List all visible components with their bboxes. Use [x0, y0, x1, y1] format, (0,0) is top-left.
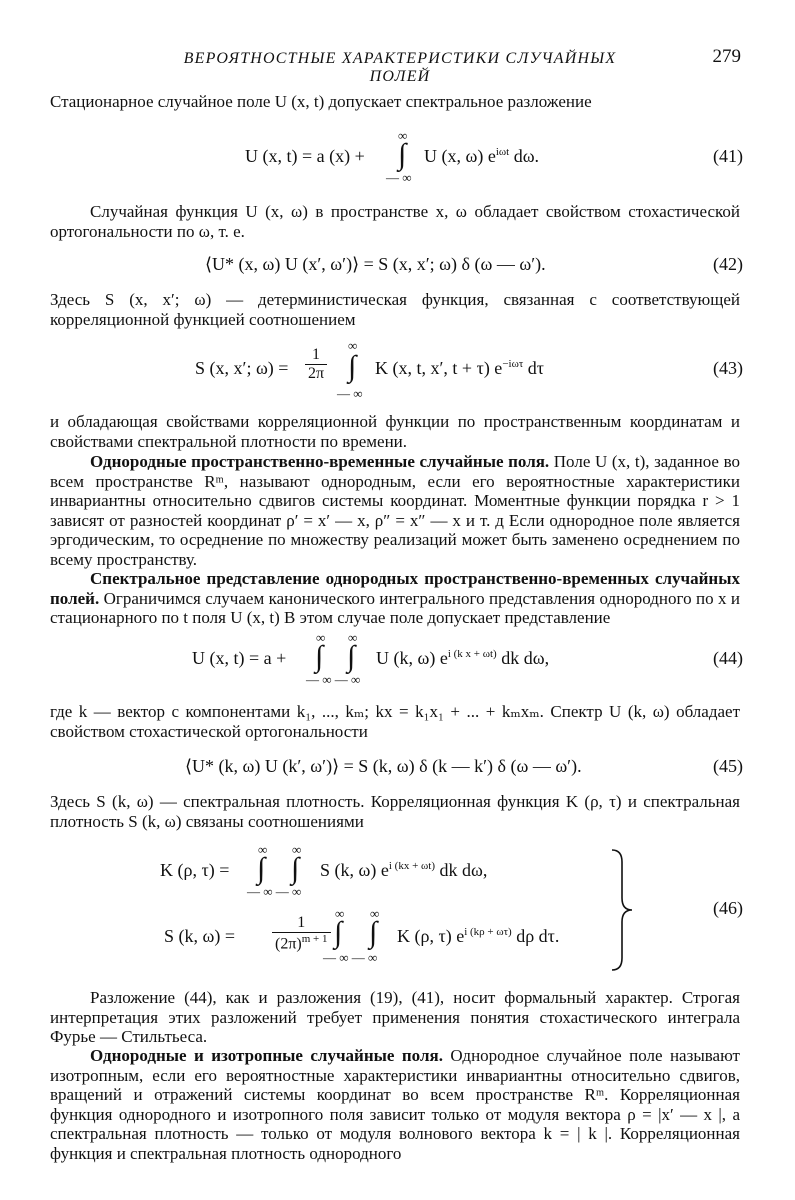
- paragraph-10-heading: Однородные и изотропные случайные поля.: [90, 1046, 443, 1065]
- eq44-tail: dk dω,: [496, 648, 550, 668]
- right-brace: [610, 848, 634, 972]
- equation-number-43: (43): [713, 358, 743, 378]
- eq44-lhs: U (x, t) = a +: [192, 648, 287, 668]
- eq46-denominator-base: (2π): [275, 935, 302, 953]
- equation-number-44: (44): [713, 648, 743, 668]
- integral-sign: ∫: [257, 852, 266, 885]
- eq44-exponent: i (k x + ωt): [447, 648, 497, 660]
- eq46-numerator: 1: [272, 914, 331, 933]
- eq42-body: ⟨U* (x, ω) U (x′, ω′)⟩ = S (x, x′; ω) δ (ω — ω′).: [205, 254, 546, 274]
- eq46-line2-exponent: i (kρ + ωτ): [464, 926, 512, 938]
- integral-sign: ∫: [291, 852, 300, 885]
- eq43-exponent: −iωτ: [502, 358, 524, 370]
- paragraph-6-body: Ограничимся случаем канонического интегрального представления однородного по x и стационарного по t поля U (x, t) В этом случае поле допускает представление: [50, 588, 740, 627]
- paragraph-1: Стационарное случайное поле U (x, t) допускает спектральное разложение: [50, 92, 592, 111]
- paragraph-6-heading: Спектральное представление однородных пространственно-временных случайных полей.: [50, 569, 740, 608]
- integral-sign: ∫: [315, 640, 324, 673]
- eq46-line1-upper-limit: ∞: [258, 842, 268, 857]
- eq43-upper-limit: ∞: [348, 338, 358, 353]
- eq46-line1-lhs: K (ρ, τ) =: [160, 860, 230, 880]
- eq46-line2-upper-limit: ∞: [370, 906, 380, 921]
- eq45-body: ⟨U* (k, ω) U (k′, ω′)⟩ = S (k, ω) δ (k — k′) δ (ω — ω′).: [185, 756, 582, 776]
- eq43-rhs: K (x, t, x′, t + τ) e: [375, 358, 503, 378]
- eq46-fraction: [272, 914, 331, 953]
- paragraph-5-heading: Однородные пространственно-временные случайные поля.: [90, 452, 550, 471]
- eq46-line2-tail: dρ dτ.: [511, 926, 560, 946]
- eq41-rhs: U (x, ω) e: [424, 146, 496, 166]
- eq46-line2-lower-limits: — ∞ — ∞: [323, 950, 378, 965]
- eq41-lhs: U (x, t) = a (x) +: [245, 146, 365, 166]
- paragraph-5: [50, 452, 740, 569]
- eq44-rhs: U (k, ω) e: [376, 648, 448, 668]
- eq43-lhs: S (x, x′; ω) =: [195, 358, 289, 378]
- paragraph-5-body: Поле U (x, t), заданное во всем пространстве Rᵐ, называют однородным, если его вероятностные характеристики инвариантны относительно сдвигов системы координат. Моментные функции порядка r > 1 зависят от разностей координат ρ′ = x′ — x, ρ″ = x″ — x и т. д Если однородное поле является эргодическим, то осреднение по множеству реализаций может быть заменено осреднением по всему пространству.: [50, 452, 740, 569]
- integral-sign: ∫: [348, 350, 357, 383]
- equation-number-41: (41): [713, 146, 743, 166]
- paragraph-8: Здесь S (k, ω) — спектральная плотность. Корреляционная функция K (ρ, τ) и спектральная плотность S (k, ω) связаны соотношениями: [50, 792, 740, 831]
- paragraph-3: Здесь S (x, x′; ω) — детерминистическая функция, связанная с соответствующей корреляционной функцией соотношением: [50, 290, 740, 329]
- eq46-line2-upper-limit: ∞: [335, 906, 345, 921]
- integral-sign: ∫: [334, 916, 343, 949]
- eq46-line1-tail: dk dω,: [434, 860, 488, 880]
- eq46-line2-rhs: K (ρ, τ) e: [397, 926, 465, 946]
- equation-number-42: (42): [713, 254, 743, 274]
- eq46-denominator: [272, 933, 331, 953]
- integral-sign: ∫: [347, 640, 356, 673]
- eq41-lower-limit: — ∞: [386, 170, 412, 185]
- eq44-upper-limit-2: ∞: [348, 630, 358, 645]
- paragraph-4: и обладающая свойствами корреляционной функции по пространственным координатам и свойствами спектральной плотности по времени.: [50, 412, 740, 451]
- eq46-denominator-exponent: m + 1: [301, 933, 328, 945]
- equation-number-46: (46): [713, 898, 743, 918]
- eq41-tail: dω.: [509, 146, 540, 166]
- paragraph-6: [50, 569, 740, 628]
- eq43-tail: dτ: [523, 358, 544, 378]
- eq41-upper-limit: ∞: [398, 128, 408, 143]
- page-number: 279: [712, 46, 741, 67]
- eq46-line2-lhs: S (k, ω) =: [164, 926, 235, 946]
- integral-sign: ∫: [369, 916, 378, 949]
- integral-sign: ∫: [398, 138, 407, 171]
- eq44-lower-limits: — ∞ — ∞: [306, 672, 361, 687]
- eq44-upper-limit-1: ∞: [316, 630, 326, 645]
- eq43-denominator: 2π: [308, 365, 325, 382]
- paragraph-2: Случайная функция U (x, ω) в пространстве x, ω обладает свойством стохастической ортогональности по ω, т. е.: [50, 202, 740, 241]
- paragraph-9: Разложение (44), как и разложения (19), (41), носит формальный характер. Строгая интерпретация этих разложений требует применения понятия стохастического интеграла Фурье — Стильтьеса.: [50, 988, 740, 1046]
- running-title: ВЕРОЯТНОСТНЫЕ ХАРАКТЕРИСТИКИ СЛУЧАЙНЫХ ПОЛЕЙ: [183, 50, 617, 85]
- eq41-exponent: iωt: [495, 146, 510, 158]
- paragraph-10-body: Однородное случайное поле называют изотропным, если его вероятностные характеристики инвариантны относительно сдвигов, вращений и отражений системы координат во всем пространстве Rᵐ. Корреляционная функция однородного и изотропного поля зависит только от модуля вектора ρ = |x′ — x |, а спектральная плотность — только от модуля волнового вектора k = | k |. Корреляционная функция и спектральная плотность однородного: [50, 1046, 740, 1163]
- eq43-numerator: 1: [305, 346, 327, 365]
- eq46-line1-lower-limits: — ∞ — ∞: [247, 884, 302, 899]
- eq46-line1-rhs: S (k, ω) e: [320, 860, 389, 880]
- paragraph-7: где k — вектор с компонентами k₁, ..., kₘ; kx = k₁x₁ + ... + kₘxₘ. Спектр U (k, ω) обладает свойством стохастической ортогональности: [50, 702, 740, 741]
- paragraph-10: [50, 1046, 740, 1163]
- equation-number-45: (45): [713, 756, 743, 776]
- eq46-line1-upper-limit: ∞: [292, 842, 302, 857]
- eq43-lower-limit: — ∞: [337, 386, 363, 401]
- eq46-line1-exponent: i (kx + ωt): [388, 860, 435, 872]
- eq43-fraction: [305, 346, 327, 383]
